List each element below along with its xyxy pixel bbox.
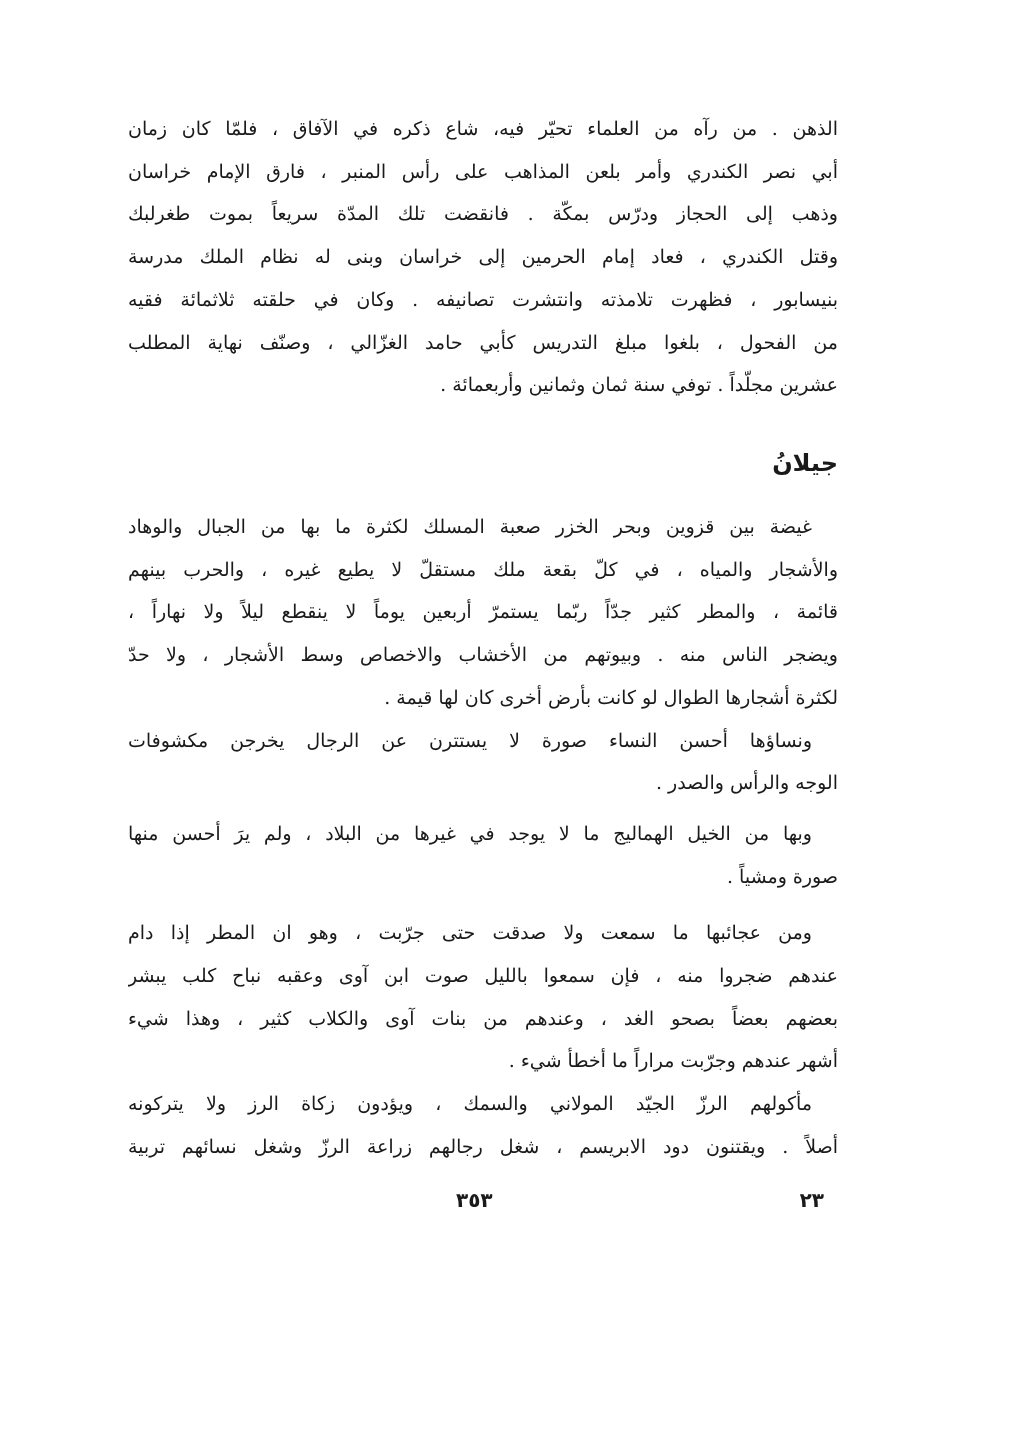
paragraph-gap <box>128 898 838 912</box>
text-line: وذهب إلى الحجاز ودرّس بمكّة . فانقضت تلك المدّة سريعاً بموت طغرلبك <box>128 203 838 226</box>
text-line: بنيسابور ، فظهرت تلامذته وانتشرت تصانيفه . وكان في حلقته ثلاثمائة فقيه <box>128 288 838 311</box>
text-line: أبي نصر الكندري وأمر بلعن المذاهب على رأس المنبر ، فارق الإمام خراسان <box>128 160 838 183</box>
text-line: وقتل الكندري ، فعاد إمام الحرمين إلى خراسان وبنى له نظام الملك مدرسة <box>128 246 838 269</box>
signature-number: ٢٣ <box>799 1188 824 1212</box>
text-line: عشرين مجلّداً . توفي سنة ثمان وثمانين وأربعمائة . <box>440 374 838 397</box>
text-line: من الفحول ، بلغوا مبلغ التدريس كأبي حامد الغزّالي ، وصنّف نهاية المطلب <box>128 331 838 354</box>
intro-text-block <box>128 108 838 407</box>
text-line: قائمة ، والمطر كثير جدّاً ربّما يستمرّ أربعين يوماً لا ينقطع ليلاً ولا نهاراً ، <box>128 601 838 624</box>
text-line: بعضهم بعضاً بصحو الغد ، وعندهم من بنات آوى والكلاب كثير ، وهذا شيء <box>128 1007 838 1030</box>
paragraph-4 <box>128 912 838 1083</box>
page-footer <box>128 1188 838 1218</box>
body-text-block <box>128 506 838 1169</box>
text-line: ونساؤها أحسن النساء صورة لا يستترن عن الرجال يخرجن مكشوفات <box>128 729 812 752</box>
page-number: ٣٥٣ <box>456 1188 493 1212</box>
text-line: وبها من الخيل الهماليج ما لا يوجد في غيرها من البلاد ، ولم يرَ أحسن منها <box>128 822 812 845</box>
paragraph-gap <box>128 805 838 813</box>
paragraph-3 <box>128 813 838 898</box>
text-line: الذهن . من رآه من العلماء تحيّر فيه، شاع ذكره في الآفاق ، فلمّا كان زمان <box>128 118 838 140</box>
text-line: ويضجر الناس منه . وبيوتهم من الأخشاب والاخصاص وسط الأشجار ، ولا حدّ <box>128 644 838 667</box>
text-line: الوجه والرأس والصدر . <box>655 772 838 795</box>
text-line: لكثرة أشجارها الطوال لو كانت بأرض أخرى كان لها قيمة . <box>384 686 838 709</box>
text-line: أصلاً . ويقتنون دود الابريسم ، شغل رجالهم زراعة الرزّ وشغل نسائهم تربية <box>128 1135 838 1158</box>
text-line: عندهم ضجروا منه ، فإن سمعوا بالليل صوت ابن آوى وعقبه نباح كلب يبشر <box>128 965 838 988</box>
text-line: أشهر عندهم وجرّبت مراراً ما أخطأ شيء . <box>508 1050 838 1073</box>
text-line: صورة ومشياً . <box>726 865 838 888</box>
section-heading: جيلانُ <box>772 449 838 477</box>
paragraph-1 <box>128 506 838 720</box>
paragraph-5 <box>128 1083 838 1168</box>
text-line: مأكولهم الرزّ الجيّد المولاني والسمك ، ويؤدون زكاة الرز ولا يتركونه <box>128 1093 812 1116</box>
intro-paragraph <box>128 108 838 407</box>
paragraph-2 <box>128 720 838 805</box>
text-line: والأشجار والمياه ، في كلّ بقعة ملك مستقلّ لا يطيع غيره ، والحرب بينهم <box>128 558 838 581</box>
text-line: غيضة بين قزوين وبحر الخزر صعبة المسلك لكثرة ما بها من الجبال والوهاد <box>128 516 812 538</box>
text-line: ومن عجائبها ما سمعت ولا صدقت حتى جرّبت ، وهو ان المطر إذا دام <box>128 922 812 945</box>
